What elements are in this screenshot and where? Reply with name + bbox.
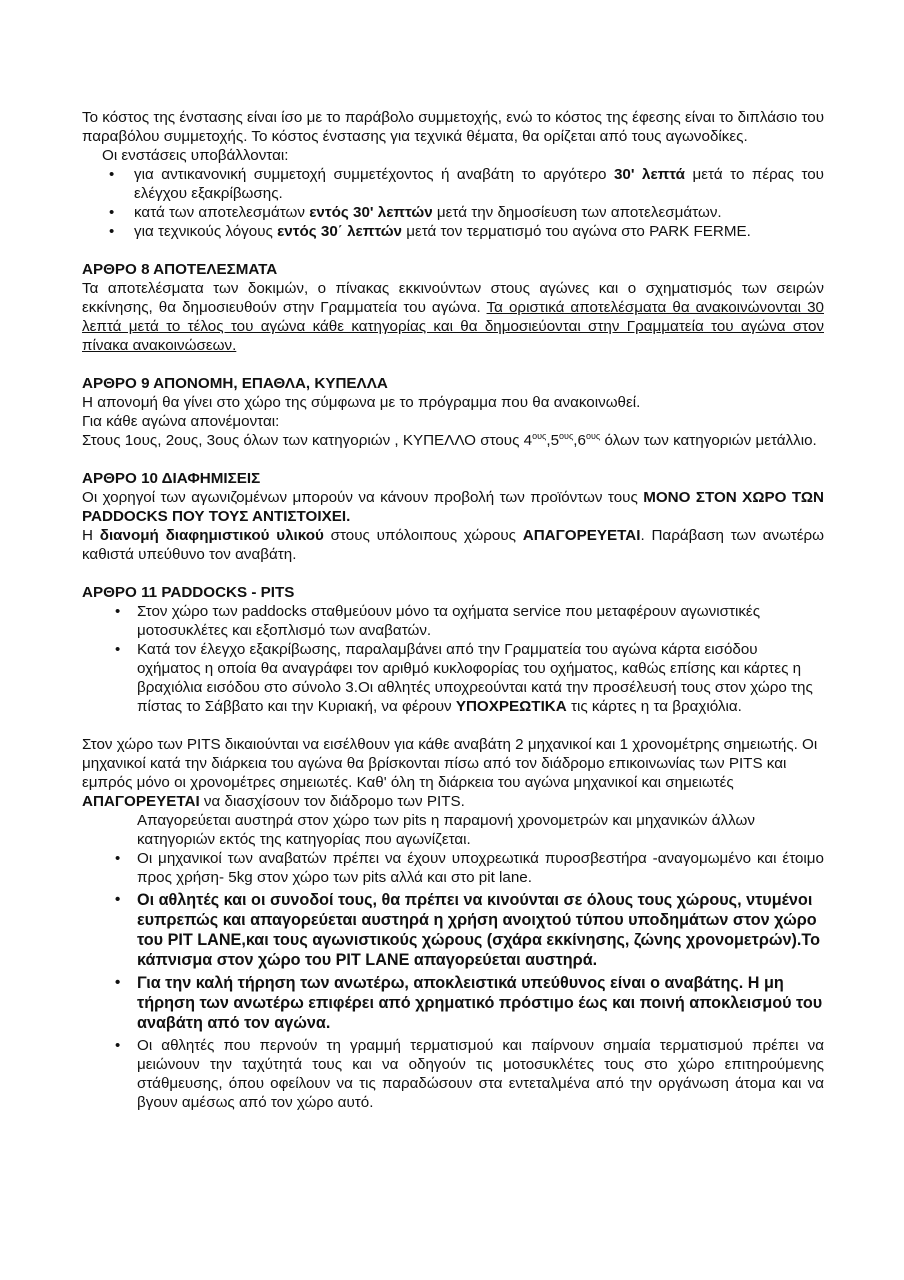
article-9-heading: ΑΡΘΡΟ 9 ΑΠΟΝΟΜΗ, ΕΠΑΘΛΑ, ΚΥΠΕΛΛΑ — [82, 375, 388, 392]
list-item: • για αντικανονική συμμετοχή συμμετέχοντος ή αναβάτη το αργότερο 30' λεπτά μετά το πέρας του ελέγχου εξακρίβωσης. — [82, 165, 824, 203]
list-item: • Κατά τον έλεγχο εξακρίβωσης, παραλαμβάνει από την Γραμματεία του αγώνα κάρτα εισόδου οχήματος η οποία θα αναγράφει τον αριθμό κυκλοφορίας του οχήματος, καθώς επίσης και κάρτες η βραχιόλια εισόδου στο σύνολο 3.Οι αθλητές υποχρεούνται κατά την προσέλευσή τους στον χώρο της πίστας το Σάββατο και την Κυριακή, να φέρουν ΥΠΟΧΡΕΩΤΙΚΑ τις κάρτες η τα βραχιόλια. — [82, 640, 824, 716]
pits-access-text: Στον χώρο των PITS δικαιούνται να εισέλθουν για κάθε αναβάτη 2 μηχανικοί και 1 χρονομέτρης σημειωτής. Οι μηχανικοί κατά την διάρκεια του αγώνα θα βρίσκονται πίσω από τον διάδρομο επικοινωνίας των PITS και εμπρός μόνο οι χρονομέτρες σημειωτές. Καθ' όλη τη διάρκεια του αγώνα μηχανικοί και σημειωτές ΑΠΑΓΟΡΕΥΕΤΑΙ να διασχίσουν τον διάδρομο των PITS. — [82, 736, 818, 810]
pits-rules-list — [82, 849, 824, 1112]
award-ceremony-text: Η απονομή θα γίνει στο χώρο της σύμφωνα με το πρόγραμμα που θα ανακοινωθεί. — [82, 394, 641, 411]
article-8-text: Τα αποτελέσματα των δοκιμών, ο πίνακας εκκινούντων στους αγώνες και ο σχηματισμός των σειρών εκκίνησης, θα δημοσιευθούν στην Γραμματεία του αγώνα. Τα οριστικά αποτελέσματα θα ανακοινώνονται 30 λεπτά μετά το τέλος του αγώνα κάθε κατηγορίας και θα δημοσιεύονται στην Γραμματεία του αγώνα στον πίνακα ανακοινώσεων. — [82, 280, 824, 354]
article-10-heading: ΑΡΘΡΟ 10 ΔΙΑΦΗΜΙΣΕΙΣ — [82, 470, 261, 487]
article-11-paddocks-pits — [82, 583, 824, 1112]
list-item: • Για την καλή τήρηση των ανωτέρω, αποκλειστικά υπεύθυνος είναι ο αναβάτης. Η μη τήρηση των ανωτέρω επιφέρει από χρηματικό πρόστιμο έως και ποινή αποκλεισμού του αναβάτη από τον αγώνα. — [82, 973, 824, 1033]
document-page — [82, 108, 824, 1112]
objections-submitted-label: Οι ενστάσεις υποβάλλονται: — [102, 147, 289, 164]
awards-per-race-label: Για κάθε αγώνα απονέμονται: — [82, 413, 280, 430]
article-8-results — [82, 260, 824, 355]
pits-forbidden-text: Απαγορεύεται αυστηρά στον χώρο των pits η παραμονή χρονομετρών και μηχανικών άλλων κατηγοριών εκτός της κατηγορίας που αγωνίζεται. — [137, 812, 755, 848]
advertising-material-text: Η διανομή διαφημιστικού υλικού στους υπόλοιπους χώρους ΑΠΑΓΟΡΕΥΕΤΑΙ. Παράβαση των ανωτέρω καθιστά υπεύθυνο τον αναβάτη. — [82, 527, 825, 563]
sponsors-text: Οι χορηγοί των αγωνιζομένων μπορούν να κάνουν προβολή των προϊόντων τους ΜΟΝΟ ΣΤΟΝ ΧΩΡΟ ΤΩΝ PADDOCKS ΠΟΥ ΤΟΥΣ ΑΝΤΙΣΤΟΙΧΕΙ. — [82, 489, 825, 525]
list-item: • Οι αθλητές και οι συνοδοί τους, θα πρέπει να κινούνται σε όλους τους χώρους, ντυμένοι ευπρεπώς και απαγορεύεται αυστηρά η χρήση ανοιχτού τύπου υποδημάτων στον χώρο του PIT LANE,και τους αγωνιστικούς χώρους (σχάρα εκκίνησης, ζώνης χρονομετρών).Το κάπνισμα στον χώρο του PIT LANE απαγορεύεται αυστηρά. — [82, 890, 824, 970]
objections-section — [82, 108, 824, 241]
article-10-advertising — [82, 469, 824, 564]
objections-list — [82, 165, 824, 241]
list-item: • για τεχνικούς λόγους εντός 30΄ λεπτών μετά τον τερματισμό του αγώνα στο PARK FERME. — [82, 222, 824, 241]
article-9-awards — [82, 374, 824, 450]
paddocks-list — [82, 602, 824, 716]
awards-detail-text: Στους 1ους, 2ους, 3ους όλων των κατηγοριών , ΚΥΠΕΛΛΟ στους $4^{o\upsilon\varsigma},5^{o\upsilon\varsigma},6^{o\upsilon\varsigma}$ όλων των κατηγοριών μετάλλιο. — [82, 431, 817, 449]
list-item: • Οι αθλητές που περνούν τη γραμμή τερματισμού και παίρνουν σημαία τερματισμού πρέπει να μειώνουν την ταχύτητά τους και να οδηγούν τις μοτοσυκλέτες τους στο χώρο επιτηρούμενης στάθμευσης, όπου οφείλουν να τις παραδώσουν στα εντεταλμένα από την οργάνωση άτομα και να βγουν αμέσως από τον χώρο αυτό. — [82, 1036, 824, 1112]
article-8-heading: ΑΡΘΡΟ 8 ΑΠΟΤΕΛΕΣΜΑΤΑ — [82, 261, 278, 278]
article-11-heading: ΑΡΘΡΟ 11 PADDOCKS - PITS — [82, 584, 295, 601]
list-item: • Στον χώρο των paddocks σταθμεύουν μόνο τα οχήματα service που μεταφέρουν αγωνιστικές μοτοσυκλέτες και εξοπλισμό των αναβατών. — [82, 602, 824, 640]
list-item: • Οι μηχανικοί των αναβατών πρέπει να έχουν υποχρεωτικά πυροσβεστήρα -αναγομωμένο και έτοιμο προς χρήση- 5kg στον χώρο των pits αλλά και στο pit lane. — [82, 849, 824, 887]
list-item: • κατά των αποτελεσμάτων εντός 30' λεπτών μετά την δημοσίευση των αποτελεσμάτων. — [82, 203, 824, 222]
objection-cost-paragraph: Το κόστος της ένστασης είναι ίσο με το παράβολο συμμετοχής, ενώ το κόστος της έφεσης είναι το διπλάσιο του παραβόλου συμμετοχής. Το κόστος ένστασης για τεχνικά θέματα, θα ορίζεται από τους αγωνοδίκες. — [82, 109, 824, 145]
final-results-notice: Τα οριστικά αποτελέσματα θα ανακοινώνονται 30 λεπτά μετά το τέλος του αγώνα κάθε κατηγορίας και θα δημοσιεύονται στην Γραμματεία του αγώνα στον πίνακα ανακοινώσεων. — [82, 299, 824, 354]
